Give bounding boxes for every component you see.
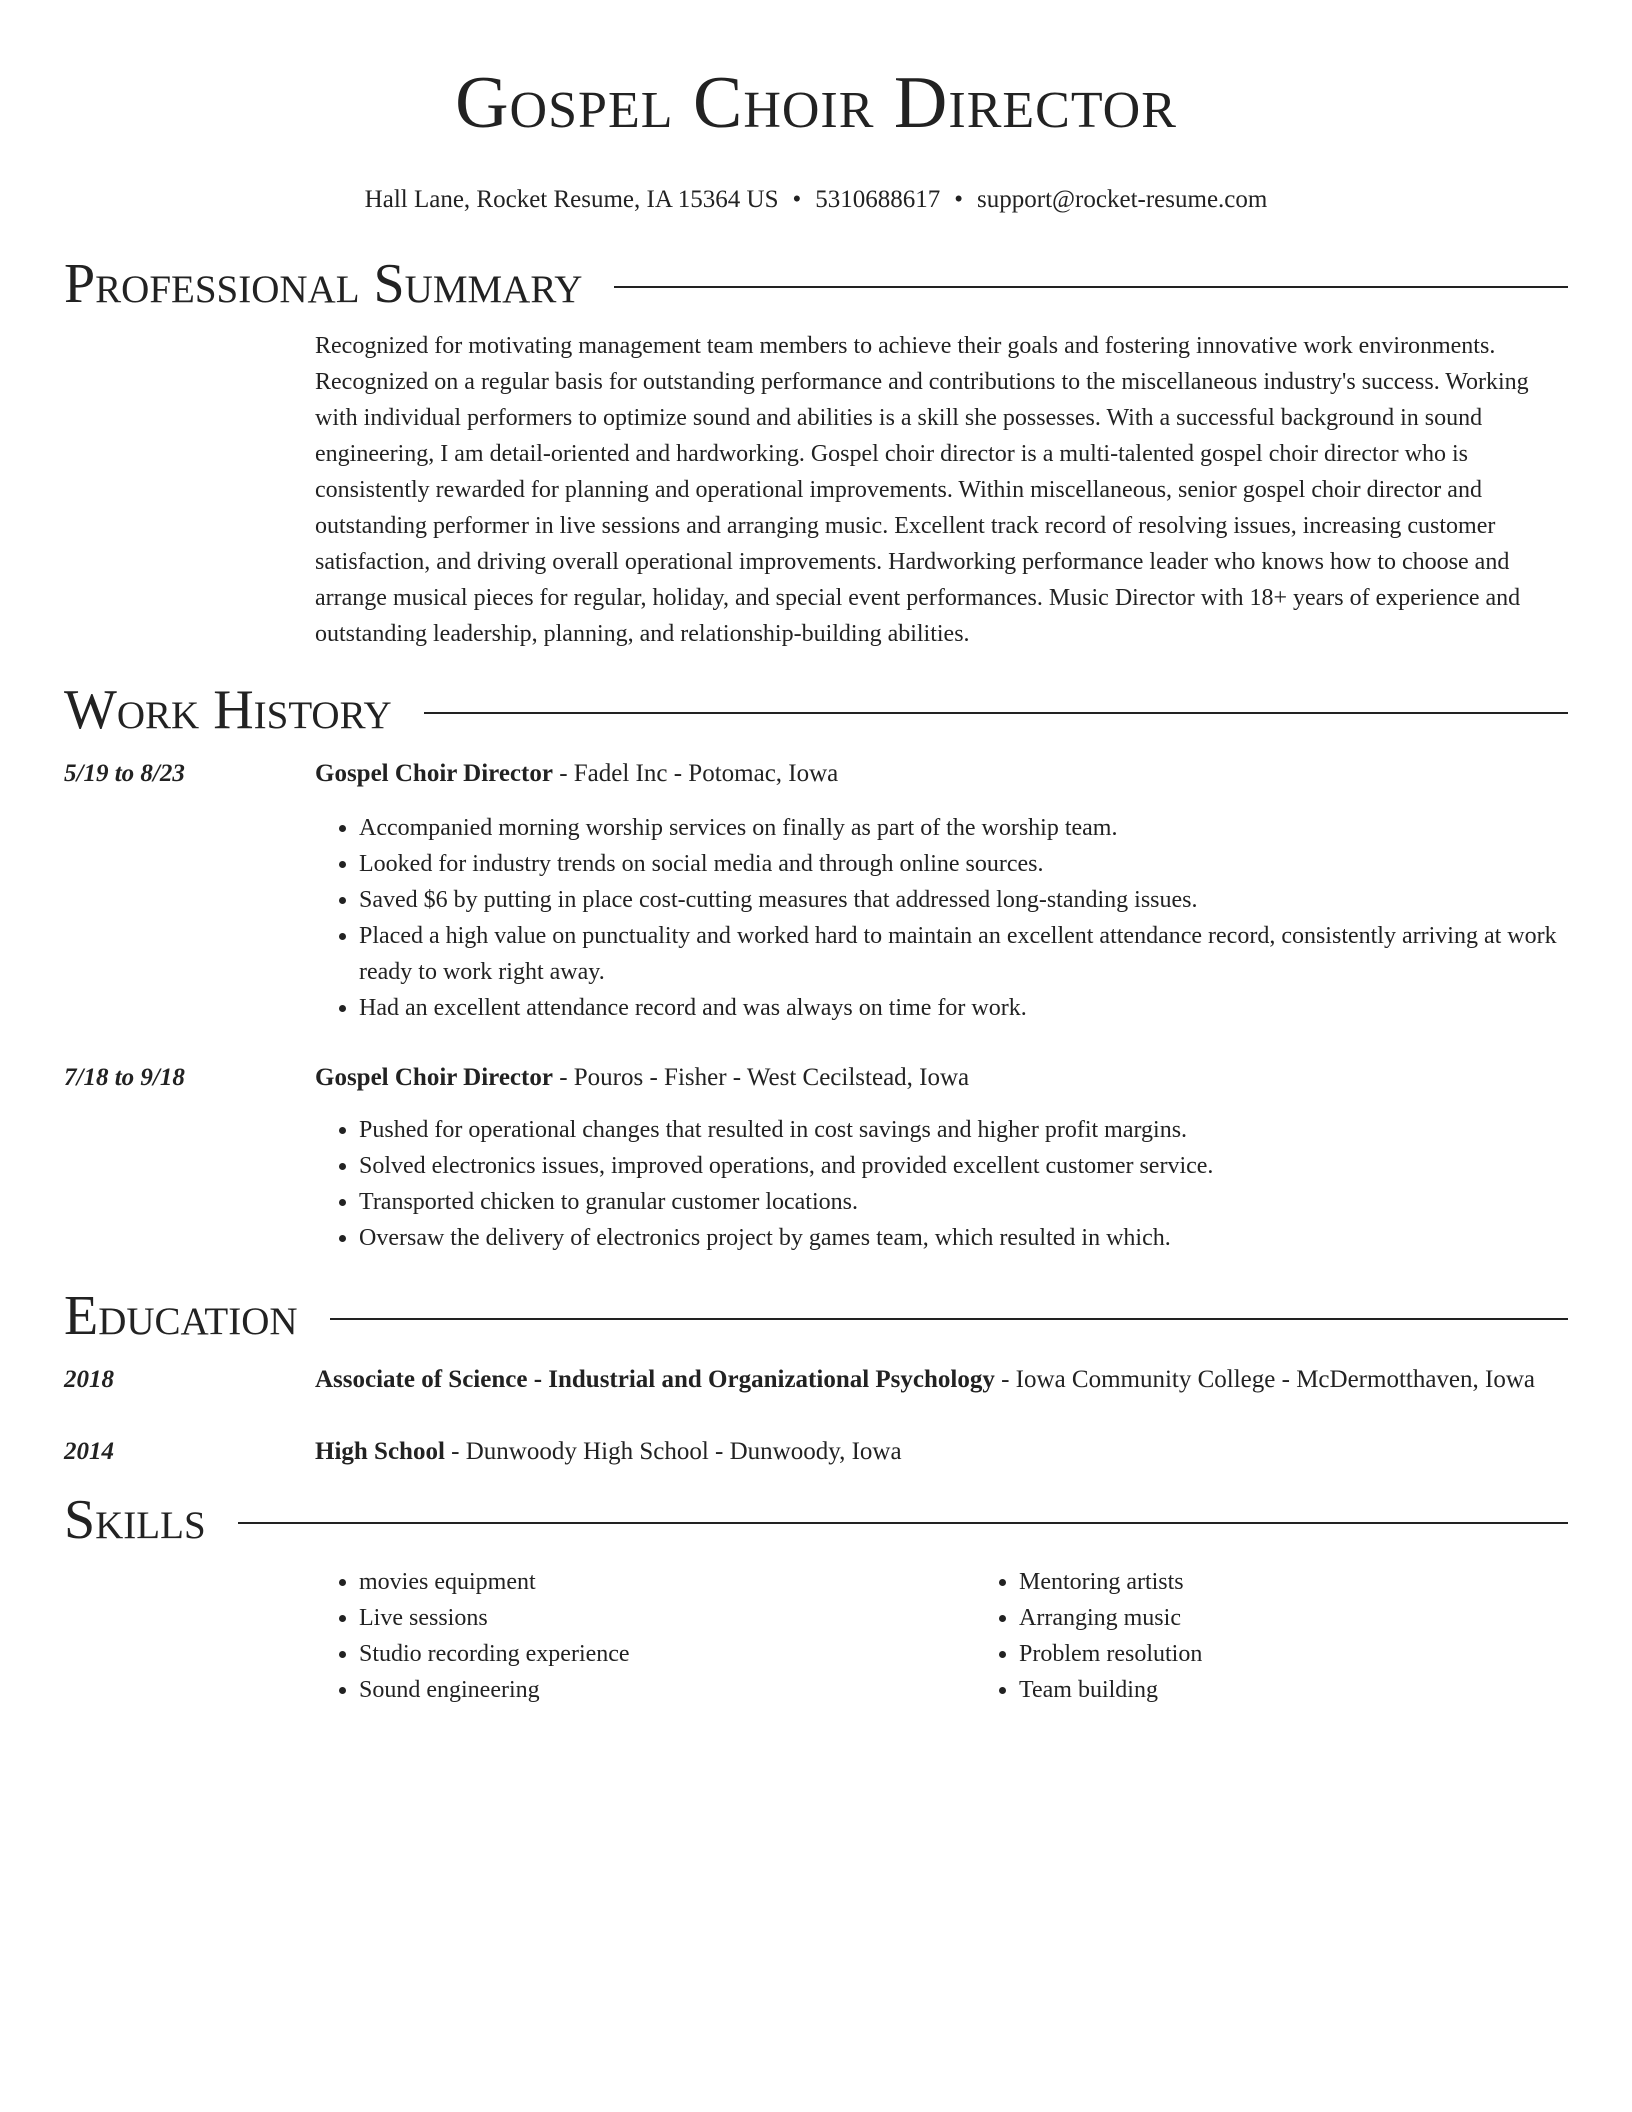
job-entry (64, 756, 1568, 1026)
job-heading (315, 1060, 1568, 1096)
skill-item: • Problem resolution (1019, 1636, 1632, 1672)
section-divider (330, 1318, 1568, 1320)
work-section-header (64, 678, 1568, 742)
list-item: • Had an excellent attendance record and was always on time for work. (359, 990, 1568, 1026)
education-entry (64, 1434, 1568, 1470)
job-dates: 7/18 to 9/18 (64, 1064, 185, 1091)
skills-list-left (315, 1564, 975, 1708)
section-title: Work History (64, 679, 392, 741)
job-bullets (315, 1112, 1568, 1256)
section-title: Education (64, 1285, 298, 1347)
list-item: • Solved electronics issues, improved operations, and provided excellent customer service. (359, 1148, 1568, 1184)
job-heading (315, 756, 1568, 792)
job-dates: 5/19 to 8/23 (64, 760, 185, 787)
education-year: 2018 (64, 1366, 114, 1393)
list-item: • Saved $6 by putting in place cost-cutting measures that addressed long-standing issues. (359, 882, 1568, 918)
skills-list-right (975, 1564, 1632, 1708)
separator: • (792, 186, 802, 213)
skills-section-header (64, 1488, 1568, 1552)
skill-item: • Live sessions (359, 1600, 975, 1636)
skill-item: • Arranging music (1019, 1600, 1632, 1636)
degree: Associate of Science - Industrial and Organizational Psychology (315, 1366, 995, 1393)
job-title: Gospel Choir Director (315, 760, 553, 787)
list-item: • Placed a high value on punctuality and worked hard to maintain an excellent attendance record, consistently arriving at work ready to work right away. (359, 918, 1568, 990)
skill-item: • Sound engineering (359, 1672, 975, 1708)
list-item: • Accompanied morning worship services on finally as part of the worship team. (359, 810, 1568, 846)
job-title: Gospel Choir Director (315, 1064, 553, 1091)
list-item: • Pushed for operational changes that resulted in cost savings and higher profit margins. (359, 1112, 1568, 1148)
section-divider (238, 1522, 1568, 1524)
list-item: • Looked for industry trends on social media and through online sources. (359, 846, 1568, 882)
skills-grid (315, 1564, 1632, 1708)
job-details: - Pouros - Fisher - West Cecilstead, Iowa (552, 1064, 970, 1091)
summary-text: Recognized for motivating management team members to achieve their goals and fostering innovative work environments. Recognized on a regular basis for outstanding performance and contributions to the miscellaneous industry's success. Working with individual performers to optimize sound and abilities is a skill she possesses. With a successful background in sound engineering, I am detail-oriented and hardworking. Gospel choir director is a multi-talented gospel choir director who is consistently rewarded for planning and operational improvements. Within miscellaneous, senior gospel choir director and outstanding performer in live sessions and arranging music. Excellent track record of resolving issues, increasing customer satisfaction, and driving overall operational improvements. Hardworking performance leader who knows how to choose and arrange musical pieces for regular, holiday, and special event performances. Music Director with 18+ years of experience and outstanding leadership, planning, and relationship-building abilities. (315, 333, 1529, 647)
list-item: • Transported chicken to granular customer locations. (359, 1184, 1568, 1220)
address: Hall Lane, Rocket Resume, IA 15364 US (364, 186, 779, 213)
summary-section-header (64, 252, 1568, 316)
skill-item: • Team building (1019, 1672, 1632, 1708)
school-details: - Dunwoody High School - Dunwoody, Iowa (444, 1438, 902, 1465)
job-bullets (315, 810, 1568, 1026)
education-section-header (64, 1284, 1568, 1348)
separator: • (954, 186, 964, 213)
school-details: - Iowa Community College - McDermotthaven, Iowa (994, 1366, 1536, 1393)
job-entry (64, 1060, 1568, 1256)
phone: 5310688617 (815, 186, 941, 213)
section-divider (424, 712, 1568, 714)
job-details: - Fadel Inc - Potomac, Iowa (552, 760, 839, 787)
list-item: • Oversaw the delivery of electronics project by games team, which resulted in which. (359, 1220, 1568, 1256)
degree: High School (315, 1438, 445, 1465)
page-title: Gospel Choir Director (455, 62, 1177, 144)
skill-item: • movies equipment (359, 1564, 975, 1600)
education-year: 2014 (64, 1438, 114, 1465)
skill-item: • Studio recording experience (359, 1636, 975, 1672)
contact-line (64, 184, 1568, 216)
section-title: Professional Summary (64, 253, 583, 315)
section-title: Skills (64, 1489, 206, 1551)
section-divider (614, 286, 1568, 288)
email: support@rocket-resume.com (977, 186, 1268, 213)
skill-item: • Mentoring artists (1019, 1564, 1632, 1600)
skills-row (64, 1564, 1568, 1708)
summary-row (64, 328, 1568, 652)
education-entry (64, 1362, 1568, 1398)
